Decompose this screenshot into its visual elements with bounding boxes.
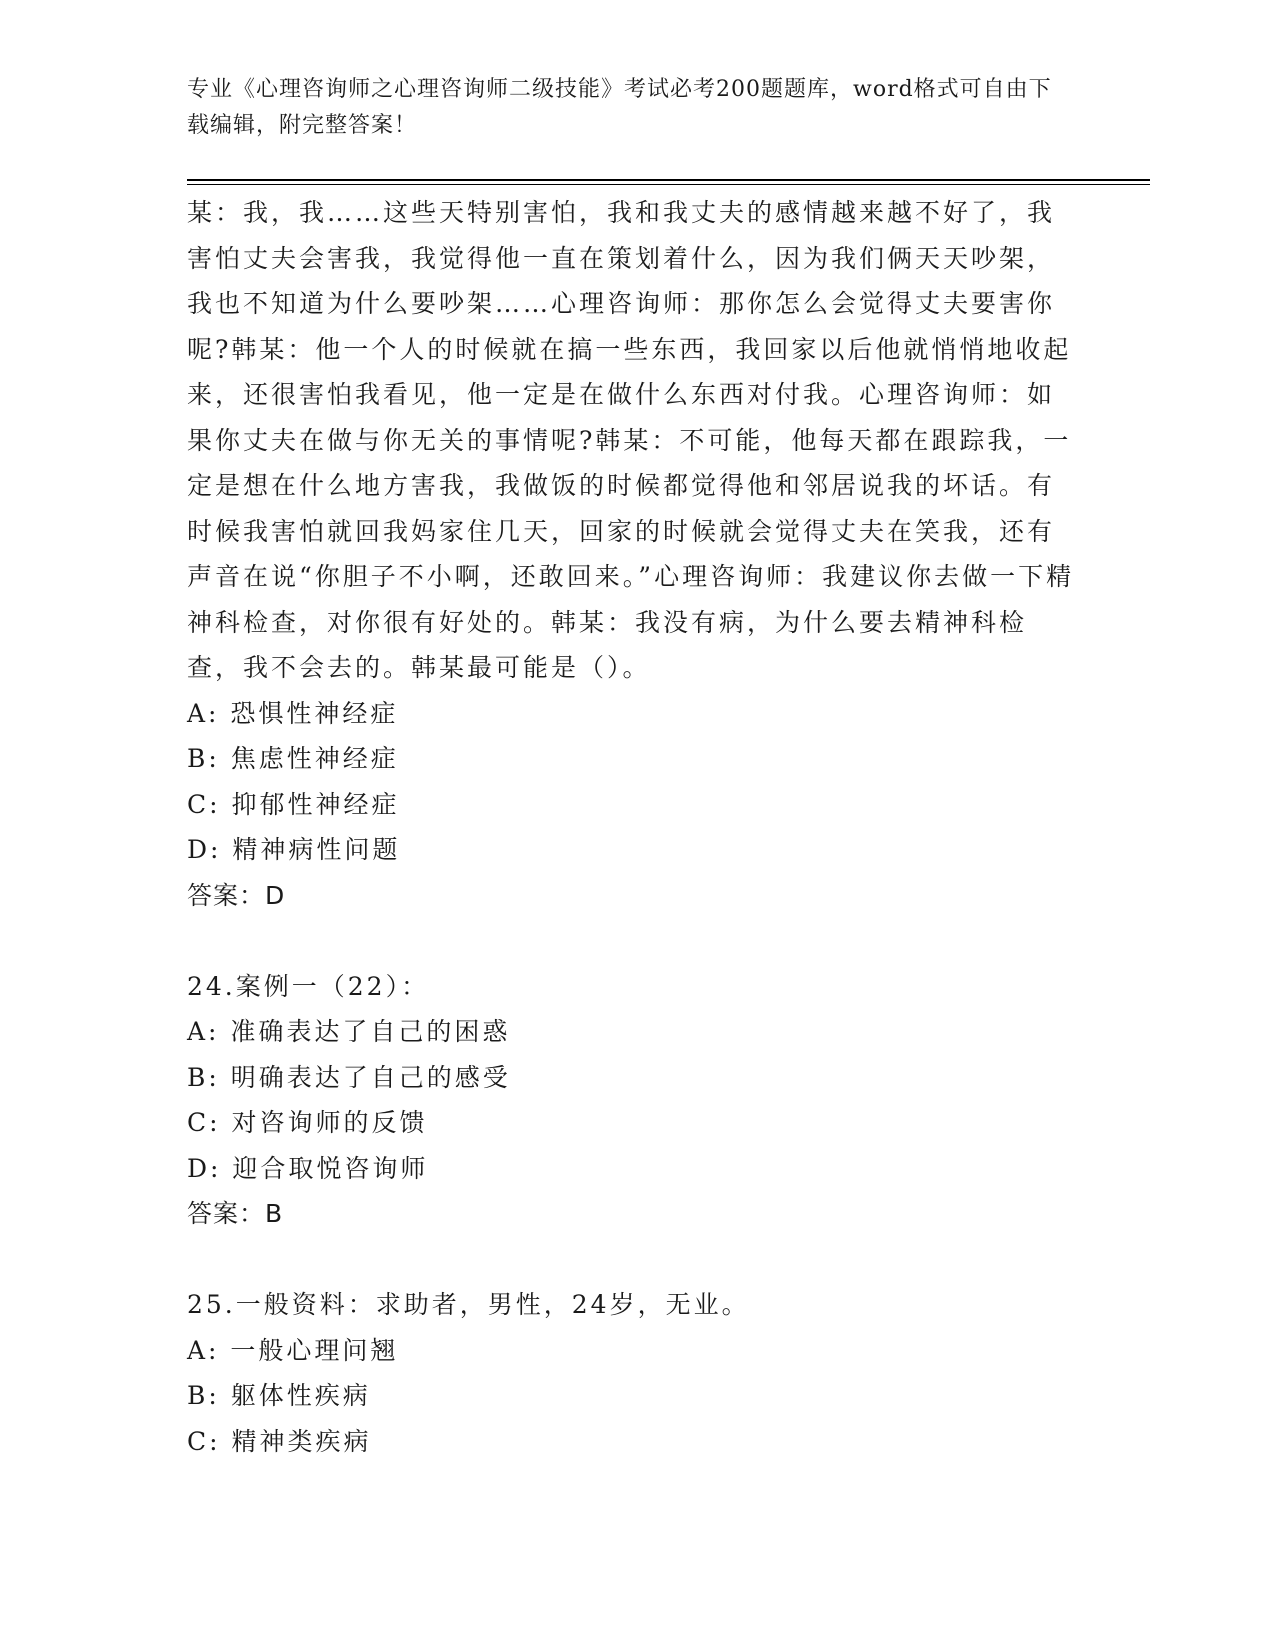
option-c: C: 抑郁性神经症: [187, 789, 400, 819]
header-rule-thin: [187, 184, 1150, 185]
option-a: A: 恐惧性神经症: [187, 698, 399, 728]
spacer: [187, 918, 1077, 964]
option-a: A: 准确表达了自己的困惑: [187, 1017, 511, 1046]
spacer: [187, 1237, 1077, 1283]
question-25: [187, 1282, 1077, 1464]
question-24: [187, 964, 1077, 1237]
question-title: 24.案例一（22）：: [187, 971, 430, 1001]
option-b: B: 明确表达了自己的感受: [187, 1062, 511, 1092]
option-a: A: 一般心理问翘: [187, 1335, 399, 1365]
answer-line: 答案：B: [187, 1199, 284, 1228]
document-body: [187, 190, 1077, 1464]
option-b: B: 焦虑性神经症: [187, 744, 399, 773]
option-d: D: 迎合取悦咨询师: [187, 1153, 429, 1183]
option-c: C: 精神类疾病: [187, 1426, 372, 1456]
question-23: [187, 190, 1077, 918]
option-c: C: 对咨询师的反馈: [187, 1108, 428, 1137]
option-b: B: 躯体性疾病: [187, 1381, 371, 1410]
option-d: D: 精神病性问题: [187, 835, 401, 864]
answer-line: 答案：D: [187, 880, 286, 910]
question-title: 25.一般资料：求助者，男性，24岁，无业。: [187, 1290, 750, 1319]
document-header: 专业《心理咨询师之心理咨询师二级技能》考试必考200题题库，word格式可自由下载编辑，附完整答案！: [187, 77, 1052, 138]
header-rule-thick: [187, 179, 1150, 181]
question-stem: 某：我，我……这些天特别害怕，我和我丈夫的感情越来越不好了，我害怕丈夫会害我，我觉得他一直在策划着什么，因为我们俩天天吵架，我也不知道为什么要吵架……心理咨询师：那你怎么会觉得丈夫要害你呢?韩某：他一个人的时候就在搞一些东西，我回家以后他就悄悄地收起来，还很害怕我看见，他一定是在做什么东西对付我。心理咨询师：如果你丈夫在做与你无关的事情呢?韩某：不可能，他每天都在跟踪我，一定是想在什么地方害我，我做饭的时候都觉得他和邻居说我的坏话。有时候我害怕就回我妈家住几天，回家的时候就会觉得丈夫在笑我，还有声音在说“你胆子不小啊，还敢回来。”心理咨询师：我建议你去做一下精神科检查，对你很有好处的。韩某：我没有病，为什么要去精神科检查，我不会去的。韩某最可能是（）。: [187, 198, 1075, 682]
